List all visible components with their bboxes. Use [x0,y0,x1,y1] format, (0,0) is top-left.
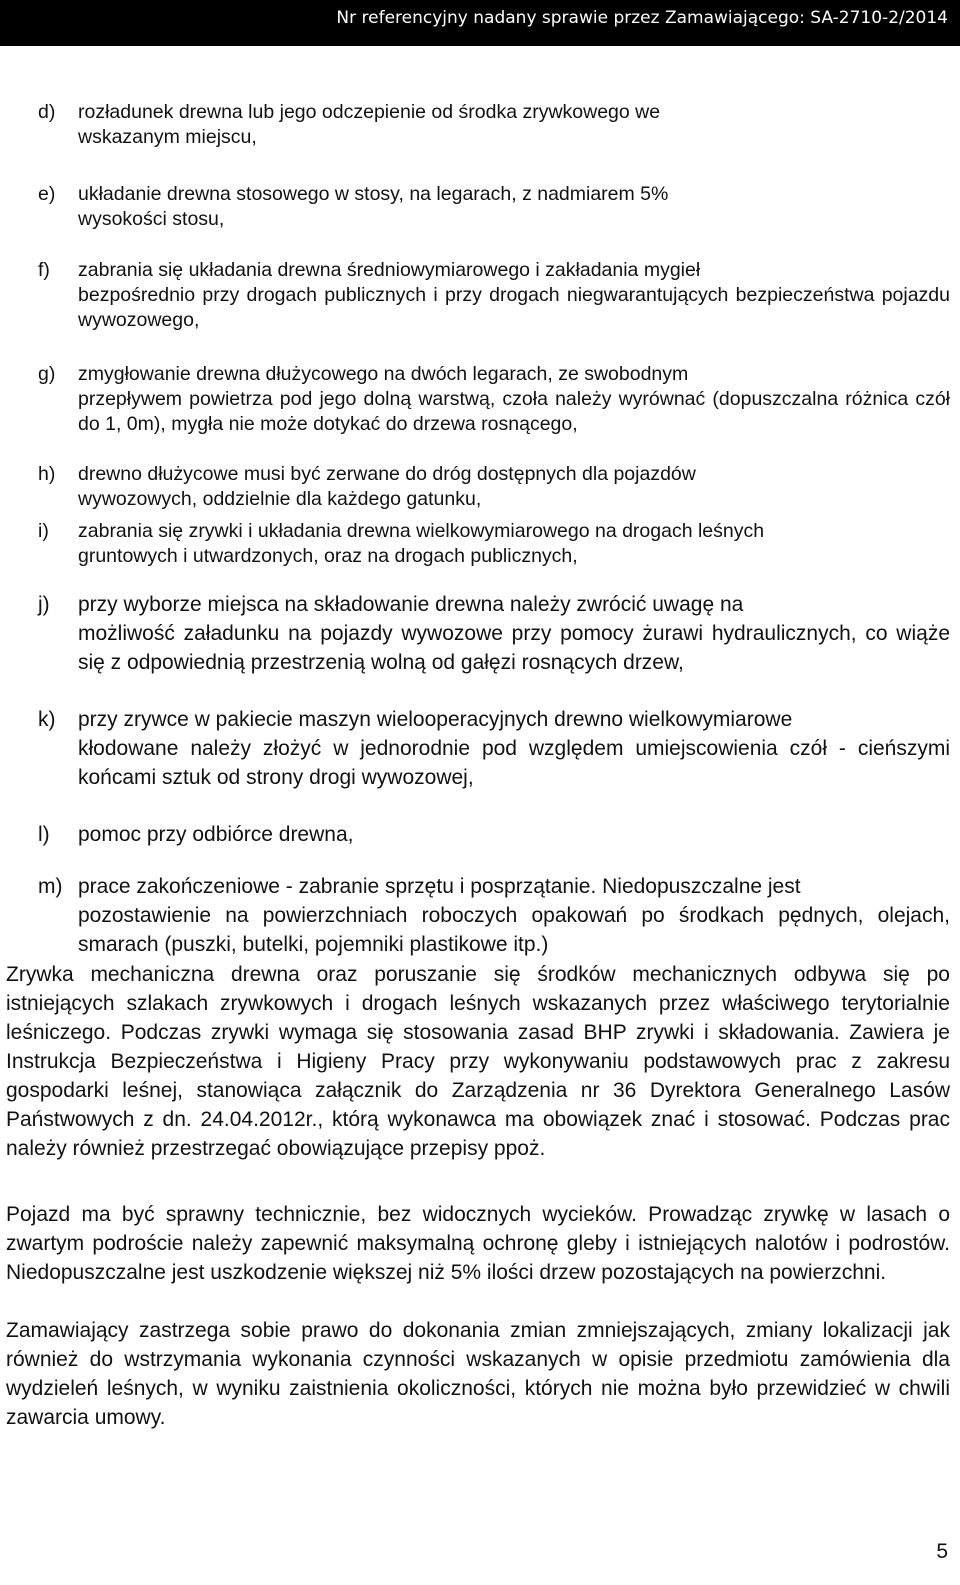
list-item-g [38,362,950,437]
list-item-k [38,705,950,792]
list-marker: d) [38,101,56,123]
list-item-text: prace zakończeniowe - zabranie sprzętu i posprzątanie. Niedopuszczalne jest [78,875,801,898]
list-marker: l) [38,823,50,846]
list-item-text: drewno dłużycowe musi być zerwane do dróg dostępnych dla pojazdów [78,463,696,485]
document-header [0,0,960,46]
list-item-i [38,519,950,569]
list-marker: k) [38,708,56,731]
list-marker: j) [38,593,50,616]
list-item-j [38,590,950,677]
list-item-f [38,258,950,333]
list-item-text: zabrania się zrywki i układania drewna wielkowymiarowego na drogach leśnych [78,520,765,542]
page-number: 5 [936,1540,948,1563]
list-item-text: rozładunek drewna lub jego odczepienie od środka zrywkowego we [78,101,661,123]
list-marker: m) [38,875,63,898]
list-item-text: przy zrywce w pakiecie maszyn wielooperacyjnych drewno wielkowymiarowe [78,708,793,731]
list-marker: h) [38,463,56,485]
list-item-text: zabrania się układania drewna średniowymiarowego i zakładania mygieł [78,259,701,281]
list-marker: e) [38,183,56,205]
list-marker: f) [38,259,50,281]
list-item-continuation: pozostawienie na powierzchniach roboczych opakowań po środkach pędnych, olejach, smarach (puszki, butelki, pojemniki plastikowe itp.) [78,904,950,956]
list-item-continuation: możliwość załadunku na pojazdy wywozowe przy pomocy żurawi hydraulicznych, co wiąże się z odpowiednią przestrzenią wolną od gałęzi rosnących drzew, [78,622,950,674]
list-item-h [38,462,950,512]
list-item-continuation: wysokości stosu, [78,208,225,230]
paragraph-vehicle-requirements: Pojazd ma być sprawny technicznie, bez widocznych wycieków. Prowadząc zrywkę w lasach o zwartym podroście należy zapewnić maksymalną ochronę gleby i istniejących nalotów i podrostów. Niedopuszczalne jest uszkodzenie większej niż 5% ilości drzew pozostających na powierzchni. [6,1203,950,1284]
list-marker: g) [38,363,56,385]
list-item-text: pomoc przy odbiórce drewna, [78,823,354,846]
reference-number: Nr referencyjny nadany sprawie przez Zamawiającego: SA-2710-2/2014 [336,8,948,28]
list-item-continuation: gruntowych i utwardzonych, oraz na drogach publicznych, [78,545,578,567]
list-item-text: układanie drewna stosowego w stosy, na legarach, z nadmiarem 5% [78,183,669,205]
list-item-text: zmygłowanie drewna dłużycowego na dwóch legarach, ze swobodnym [78,363,689,385]
list-item-continuation: wywozowych, oddzielnie dla każdego gatunku, [78,488,482,510]
list-item-continuation: wskazanym miejscu, [78,126,257,148]
paragraph-contract-changes: Zamawiający zastrzega sobie prawo do dokonania zmian zmniejszających, zmiany lokalizacji jak również do wstrzymania wykonania czynności wskazanych w opisie przedmiotu zamówienia dla wydzieleń leśnych, w wyniku zaistnienia okoliczności, których nie można było przewidzieć w chwili zawarcia umowy. [6,1319,950,1429]
list-item-m [38,872,950,959]
list-item-text: przy wyborze miejsca na składowanie drewna należy zwrócić uwagę na [78,593,744,616]
list-item-continuation: bezpośrednio przy drogach publicznych i przy drogach niegwarantujących bezpieczeństwa pojazdu wywozowego, [78,284,950,331]
list-marker: i) [38,520,49,542]
list-item-e [38,182,950,232]
list-item-d [38,100,950,150]
list-item-l [38,820,950,849]
list-item-continuation: przepływem powietrza pod jego dolną warstwą, czoła należy wyrównać (dopuszczalna różnica czół do 1, 0m), mygła nie może dotykać do drzewa rosnącego, [78,388,950,435]
list-item-continuation: kłodowane należy złożyć w jednorodnie pod względem umiejscowienia czół - cieńszymi końcami sztuk od strony drogi wywozowej, [78,737,950,789]
paragraph-skidding-rules: Zrywka mechaniczna drewna oraz poruszanie się środków mechanicznych odbywa się po istniejących szlakach zrywkowych i drogach leśnych wskazanych przez właściwego terytorialnie leśniczego. Podczas zrywki wymaga się stosowania zasad BHP zrywki i składowania. Zawiera je Instrukcja Bezpieczeństwa i Higieny Pracy przy wykonywaniu podstawowych prac z zakresu gospodarki leśnej, stanowiąca załącznik do Zarządzenia nr 36 Dyrektora Generalnego Lasów Państwowych z dn. 24.04.2012r., którą wykonawca ma obowiązek znać i stosować. Podczas prac należy również przestrzegać obowiązujące przepisy ppoż. [6,963,950,1160]
